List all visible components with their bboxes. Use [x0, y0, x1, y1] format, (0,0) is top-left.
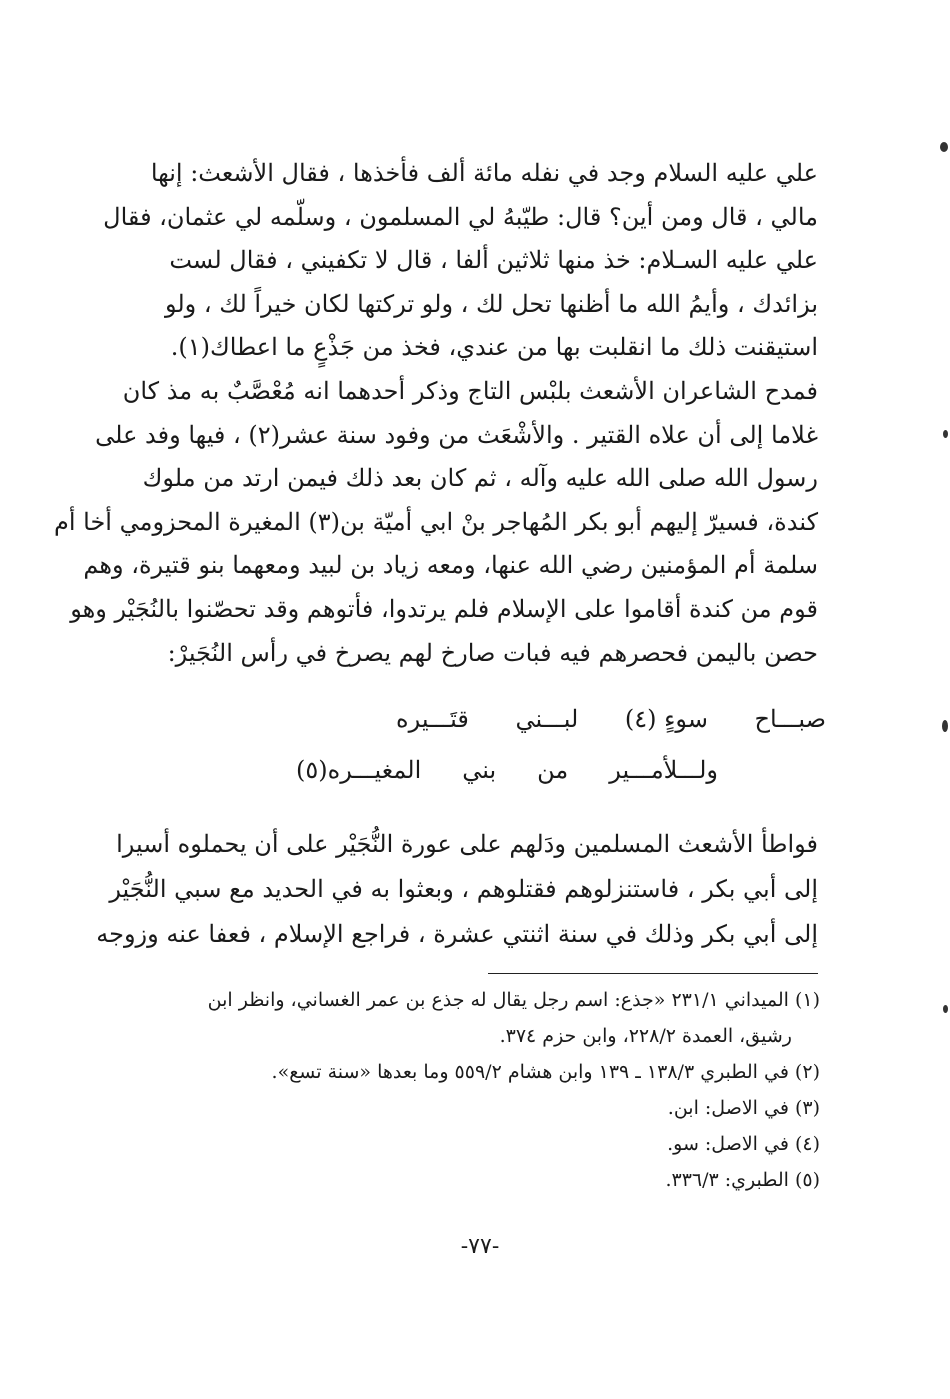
footnote-1: (١) الميداني ٢٣١/١ «جذع: اسم رجل يقال له جذع بن عمر الغساني، وانظر ابن [207, 989, 820, 1011]
verse-word: بني [462, 756, 497, 784]
text-line: كندة، فسيرّ إليهم أبو بكر المُهاجر بنْ ابي أميّة بن(٣) المغيرة المحزومي أخا أم [53, 507, 818, 536]
text-line: قوم من كندة أقاموا على الإسلام فلم يرتدوا، فأتوهم وقد تحصّنوا بالنُجَيْر وهو [70, 594, 818, 623]
text-line: علي عليه السلام وجد في نفله مائة ألف فأخذها ، فقال الأشعث: إنها [150, 159, 818, 187]
text-line: غلاما إلى أن علاه القتير . والأشْعَث من وفود سنة عشر(٢) ، فيها وفد على [95, 420, 818, 449]
text-line: حصن باليمن فحصرهم فيه فبات صارخ لهم يصرخ في رأس النُجَيرْ: [167, 638, 818, 667]
verse-word: المغيـــره(٥) [296, 756, 422, 784]
scan-mark [942, 720, 948, 732]
text-line: استيقنت ذلك ما انقلبت بها من عندي، فخذ من جَذْعٍ ما اعطاك(١). [170, 333, 818, 362]
text-line: علي عليه السـلام: خذ منها ثلاثين ألفا ، قال لا تكفيني ، فقال لست [169, 246, 818, 275]
footnote-2: (٢) في الطبري ١٣٨/٣ ـ ١٣٩ وابن هشام ٥٥٩/٢ وما بعدها «سنة تسع». [271, 1061, 820, 1083]
text-line: فمدح الشاعران الأشعث بلبْس التاج وذكر أحدهما انه مُعْصَّبٌ به مذ كان [122, 376, 818, 405]
text-line: بزائدك ، وأيمُ الله ما أظنها تحل لك ، ولو تركتها لكان خيراً لك ، ولو [164, 289, 818, 318]
footnote-3: (٣) في الاصل: ابن. [667, 1097, 820, 1119]
footnote-5: (٥) الطبري: ٣٣٦/٣. [665, 1169, 820, 1191]
verse-word: سوءٍ (٤) [624, 705, 708, 733]
verse-word: قتَـــيره [396, 705, 469, 733]
text-line: إلى أبي بكر ، فاستنزلوهم فقتلوهم ، وبعثوا به في الحديد مع سبي النُّجَيْر [109, 875, 818, 903]
main-text [53, 152, 818, 675]
page-number: -٧٧- [460, 1234, 500, 1259]
text-line: رسول الله صلى الله عليه وآله ، ثم كان بعد ذلك فيمن ارتد من ملوك [142, 464, 818, 493]
verse-word: من [537, 756, 569, 784]
verse-line-1 [396, 705, 826, 733]
footnote-1-continued: رشيق، العمدة ٢٢٨/٢، وابن حزم ٣٧٤. [499, 1025, 792, 1047]
text-line: مالي ، قال ومن أين؟ قال: طيّبهُ لي المسلمون ، وسلّمه لي عثمان، فقال [103, 202, 818, 231]
text-line: فواطأ الأشعث المسلمين ودَلهم على عورة النُّجَيْر على أن يحملوه أسيرا [116, 830, 818, 858]
verse-line-2 [296, 756, 718, 784]
verse-word: صبـــاح [754, 705, 826, 733]
main-text-continued [96, 822, 818, 957]
verse-word: ولـــلأمـــير [609, 756, 718, 784]
text-line: إلى أبي بكر وذلك في سنة اثنتي عشرة ، فراجع الإسلام ، فعفا عنه وزوجه [96, 920, 818, 948]
footnote-4: (٤) في الاصل: سو. [667, 1133, 820, 1155]
text-line: سلمة أم المؤمنين رضي الله عنها، ومعه زياد بن لبيد ومعهما بنو قتيرة، وهم [83, 551, 818, 580]
scan-mark [940, 142, 948, 152]
scan-mark [943, 1005, 948, 1013]
footnote-separator [488, 973, 818, 974]
footnotes [130, 982, 820, 1198]
verse-word: لبـــني [515, 705, 579, 733]
scan-mark [943, 430, 948, 438]
